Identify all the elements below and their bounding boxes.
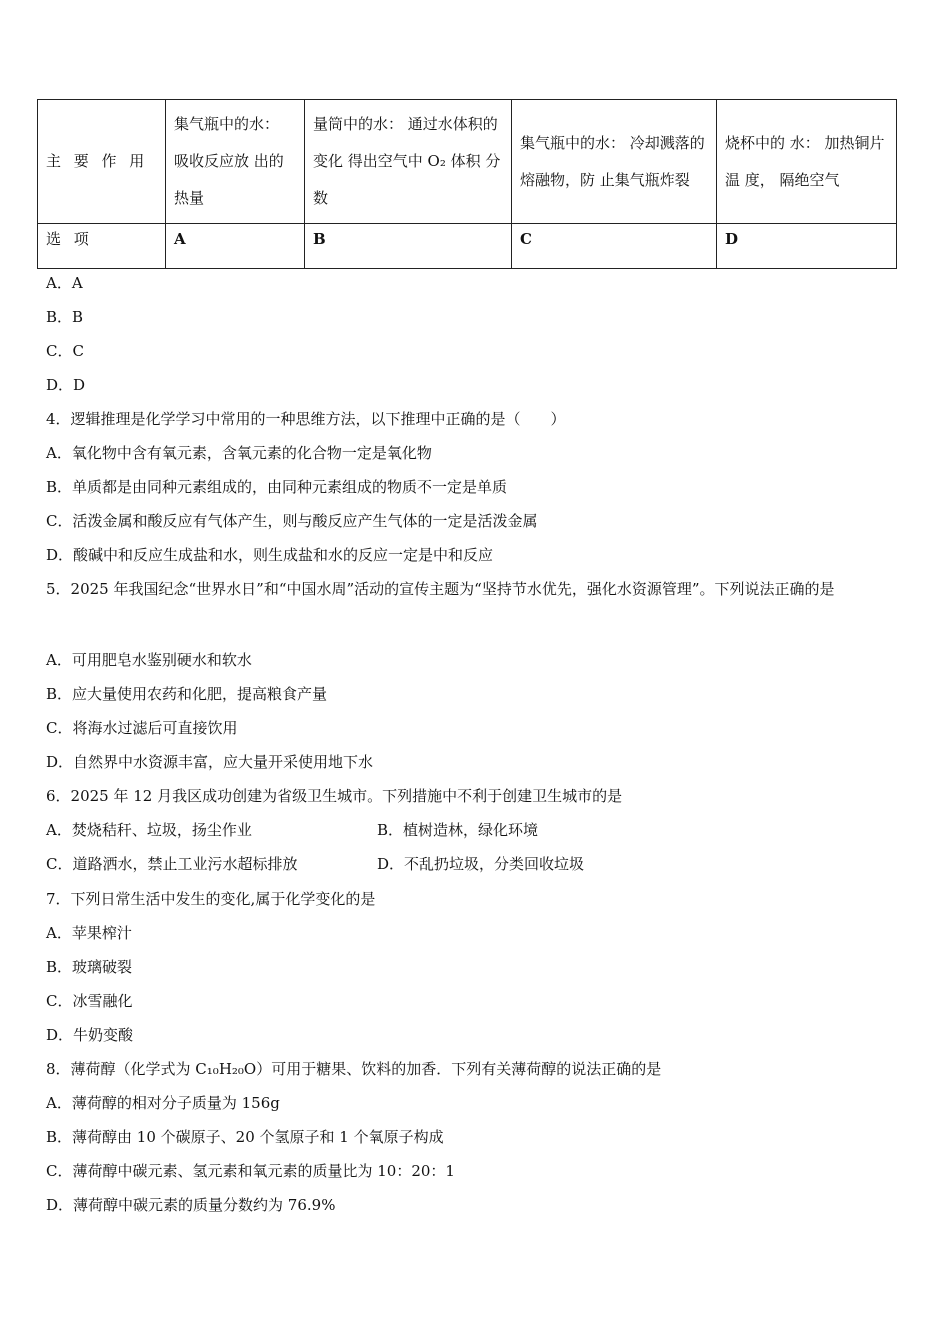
q5-option-a: A．可用肥皂水鉴别硬水和软水: [46, 651, 252, 669]
options-table: [37, 99, 897, 269]
q6-option-a: A．焚烧秸秆、垃圾，扬尘作业: [46, 821, 252, 839]
q7-option-c: C．冰雪融化: [46, 992, 133, 1010]
table-cell-b: 量筒中的水： 通过水体积的变化 得出空气中 O₂ 体积 分数: [305, 100, 512, 224]
table-cell-d: 烧杯中的 水： 加热铜片温 度， 隔绝空气: [717, 100, 897, 224]
table-cell-c: 集气瓶中的水： 冷却溅落的熔融物，防 止集气瓶炸裂: [512, 100, 717, 224]
q4-option-a: A．氧化物中含有氧元素，含氧元素的化合物一定是氧化物: [46, 444, 432, 462]
q8-option-a: A．薄荷醇的相对分子质量为 156g: [46, 1094, 280, 1112]
q5-option-c: C．将海水过滤后可直接饮用: [46, 719, 238, 737]
q7-option-b: B．玻璃破裂: [46, 958, 133, 976]
q4-option-c: C．活泼金属和酸反应有气体产生，则与酸反应产生气体的一定是活泼金属: [46, 512, 538, 530]
q5-option-d: D．自然界中水资源丰富，应大量开采使用地下水: [46, 753, 374, 771]
q8-option-c: C．薄荷醇中碳元素、氢元素和氧元素的质量比为 10：20：1: [46, 1162, 455, 1180]
q8-option-b: B．薄荷醇由 10 个碳原子、20 个氢原子和 1 个氧原子构成: [46, 1128, 444, 1146]
table-letter-c: C: [512, 224, 717, 269]
q3-option-d: D．D: [46, 376, 86, 394]
table-letter-d: D: [717, 224, 897, 269]
q7-option-d: D．牛奶变酸: [46, 1026, 134, 1044]
table-row: [38, 100, 897, 224]
q8-stem: 8．薄荷醇（化学式为 C₁₀H₂₀O）可用于糖果、饮料的加香．下列有关薄荷醇的说法正确的是: [46, 1060, 662, 1078]
table-cell-a: 集气瓶中的水： 吸收反应放 出的热量: [166, 100, 305, 224]
q6-option-b: B．植树造林，绿化环境: [377, 821, 539, 839]
q3-option-b: B．B: [46, 308, 84, 326]
q5-option-b: B．应大量使用农药和化肥，提高粮食产量: [46, 685, 328, 703]
table-letter-a: A: [166, 224, 305, 269]
q3-option-a: A．A: [46, 274, 83, 292]
q5-stem: 5．2025 年我国纪念“世界水日”和“中国水周”活动的宣传主题为“坚持节水优先，强化水资源管理”。下列说法正确的是: [46, 580, 835, 598]
q4-option-d: D．酸碱中和反应生成盐和水，则生成盐和水的反应一定是中和反应: [46, 546, 494, 564]
q4-stem: 4．逻辑推理是化学学习中常用的一种思维方法，以下推理中正确的是（ ）: [46, 410, 566, 428]
q6-option-d: D．不乱扔垃圾，分类回收垃圾: [377, 855, 585, 873]
q7-option-a: A．苹果榨汁: [46, 924, 132, 942]
q4-option-b: B．单质都是由同种元素组成的，由同种元素组成的物质不一定是单质: [46, 478, 508, 496]
table-header-label: 主 要 作 用: [38, 100, 166, 224]
table-row2-label: 选 项: [38, 224, 166, 269]
table-row: [38, 224, 897, 269]
q7-stem: 7．下列日常生活中发生的变化,属于化学变化的是: [46, 890, 376, 908]
q6-stem: 6．2025 年 12 月我区成功创建为省级卫生城市。下列措施中不利于创建卫生城市的是: [46, 787, 623, 805]
q8-option-d: D．薄荷醇中碳元素的质量分数约为 76.9%: [46, 1196, 336, 1214]
q6-option-c: C．道路洒水，禁止工业污水超标排放: [46, 855, 298, 873]
q3-option-c: C．C: [46, 342, 84, 360]
table-letter-b: B: [305, 224, 512, 269]
